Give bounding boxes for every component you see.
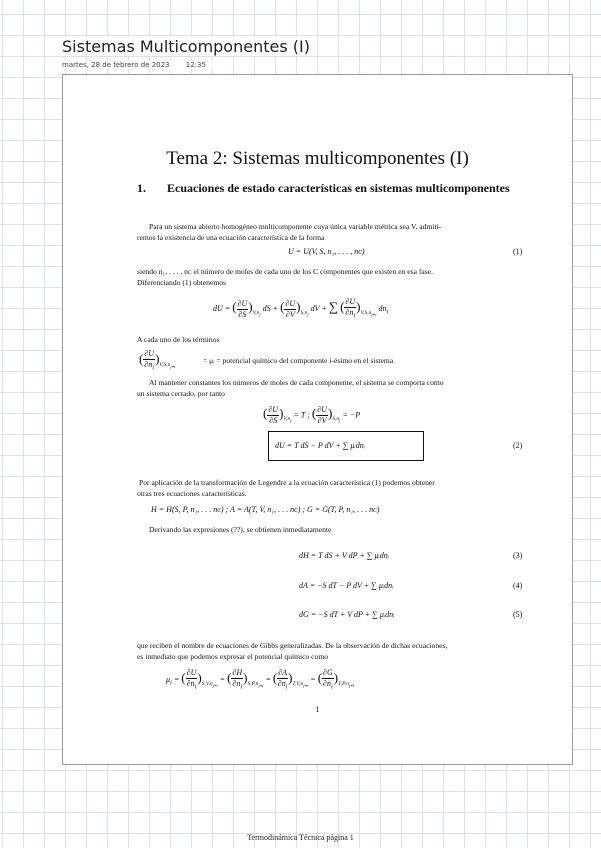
paragraph-6: Derivando las expresiones (??), se obtienen inmediatamente (149, 525, 332, 534)
equation-3: dH = T dS + V dP + ∑ μᵢdnᵢ (299, 551, 390, 560)
chemical-potential-definition: ( $\frac{\partial U}{\partial n_i}$ )$_{V,S,n_{j\ne i}}$ (139, 349, 176, 372)
pdf-page-number: 1 (315, 705, 320, 714)
document-title: Tema 2: Sistemas multicomponentes (I) (166, 148, 469, 169)
page-date: martes, 28 de febrero de 2023 (62, 61, 170, 69)
differential-equation: dU = ( $\frac{\partial U}{\partial S}$ )$_{V,n_j}$ dS + ( $\frac{\partial U}{\partial V}$ )$_{S,n_j}$ dV + ∑ ( $\frac{\partial U}{\partial n_i}$ )$_{V,S,n_{j\ne i}}$ $dn_i$ (213, 297, 389, 320)
paragraph-5-line-2: otras tres ecuaciones características. (137, 489, 247, 498)
equation-2: dU = T dS − P dV + ∑ μᵢdnᵢ (275, 441, 366, 450)
paragraph-2-line-2: Diferenciando (1) obtenemos (137, 278, 226, 287)
paragraph-1-line-2: remos la existencia de una ecuación característica de la forma (137, 233, 325, 242)
equation-1: U = U(V, S, n₁, . . . , nᴄ) (288, 247, 365, 256)
paragraph-3: A cada uno de los términos (137, 335, 220, 344)
chemical-potential-equalities: $\mu_i$ = ( $\frac{\partial U}{\partial n_i}$ )$_{S,V,n_{j\ne i}}$ = ( $\frac{\partial H}{\partial n_i}$ )$_{S,P,n_{j\ne i}}$ = ( $\frac{\partial A}{\partial n_i}$ )$_{T,V,n_{j\ne i}}$ = ( $\frac{\partial G}{\partial n_i}$ )$_{T,P,n_{j\ne i}}$ (166, 668, 354, 691)
paragraph-7-line-2: es inmediato que podemos expresar el potencial químico como (137, 652, 329, 661)
paragraph-5-line-1: Por aplicación de la transformación de Legendre a la ecuación característica (1) podemos obtener (139, 478, 435, 487)
equation-5: dG = −S dT + V dP + ∑ μᵢdnᵢ (299, 610, 395, 619)
section-title: Ecuaciones de estado características en sistemas multicomponentes (167, 181, 510, 195)
equation-4-number: (4) (513, 581, 523, 590)
paragraph-4-line-2: un sistema cerrado, por tanto (137, 389, 225, 398)
page-footer: Termodinámica Técnica página 1 (247, 833, 354, 842)
notebook-page-title[interactable]: Sistemas Multicomponentes (I) (62, 37, 314, 56)
partial-derivatives: ( $\frac{\partial U}{\partial S}$ )$_{V,n_j} = T$ ; ( $\frac{\partial U}{\partial V}$ )$_{S,n_j} = -P$ (263, 405, 361, 425)
section-number: 1. (137, 181, 146, 195)
equation-1-number: (1) (513, 247, 523, 256)
legendre-equations: H = H(S, P, n₁, . . . nᴄ) ; A = A(T, V, n₁, . . . nᴄ) ; G = G(T, P, n₁, . . . nᴄ) (151, 505, 380, 514)
notebook-page-meta (62, 61, 220, 69)
chemical-potential-text: = μᵢ = potencial químico del componente i-ésimo en el sistema (203, 356, 394, 365)
section-heading (137, 180, 537, 216)
equation-2-number: (2) (513, 441, 523, 450)
equation-4: dA = −S dT − P dV + ∑ μᵢdnᵢ (299, 581, 394, 590)
equation-5-number: (5) (513, 610, 523, 619)
pdf-page (62, 74, 573, 765)
paragraph-2-line-1: siendo n₁, . . . , nᴄ el número de moles de cada uno de los C componentes que existen en esa fase. (137, 267, 434, 276)
equation-3-number: (3) (513, 551, 523, 560)
paragraph-7-line-1: que reciben el nombre de ecuaciones de Gibbs generalizadas. De la observación de dichas ecuaciones, (137, 641, 448, 650)
page-time: 12:35 (185, 61, 206, 69)
paragraph-4-line-1: Al mantener constantes los números de moles de cada componente, el sistema se comporta como (149, 378, 444, 387)
paragraph-1-line-1: Para un sistema abierto homogéneo multicomponente cuya única variable métrica sea V, admiti- (149, 222, 442, 231)
